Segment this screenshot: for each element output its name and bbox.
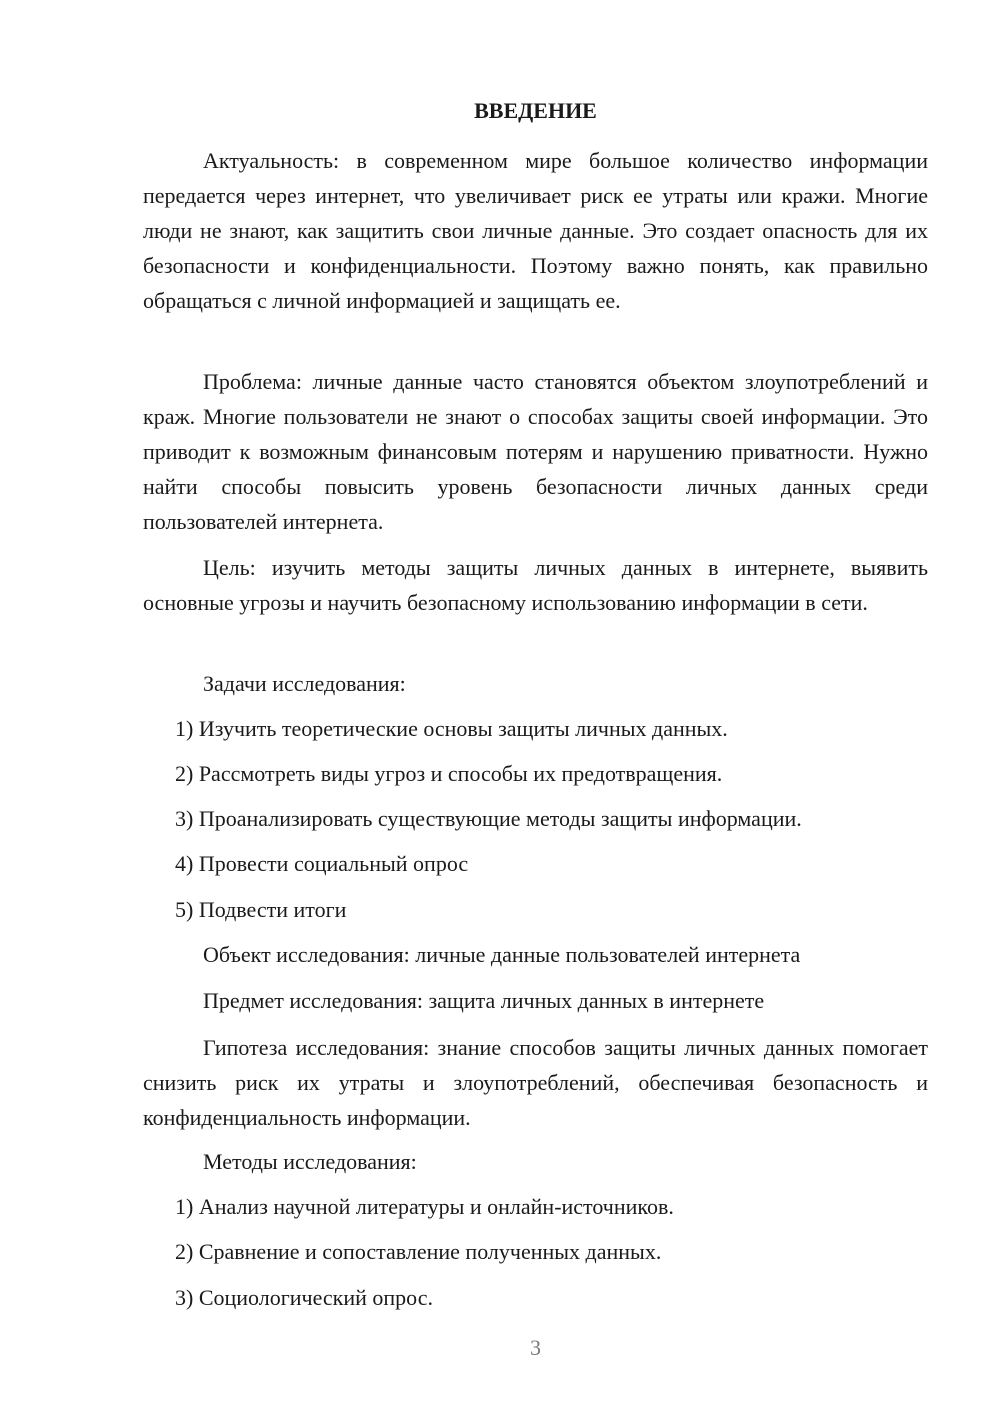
tasks-label: Задачи исследования:	[203, 671, 406, 696]
research-subject: Предмет исследования: защита личных данных в интернете	[203, 988, 765, 1013]
page-title: ВВЕДЕНИЕ	[474, 98, 597, 123]
paragraph-problem: Проблема: личные данные часто становятся объектом злоупотреблений и краж. Многие пользователи не знают о способах защиты своей информации. Это приводит к возможным финансовым потерям и нарушению приватности. Нужно найти способы повысить уровень безопасности личных данных среди пользователей интернета.	[143, 369, 928, 534]
task-item-5: 5) Подвести итоги	[175, 897, 347, 922]
task-item-3: 3) Проанализировать существующие методы защиты информации.	[175, 806, 802, 831]
page-number: 3	[530, 1335, 541, 1360]
method-item-1: 1) Анализ научной литературы и онлайн-источников.	[175, 1194, 674, 1219]
method-item-3: 3) Социологический опрос.	[175, 1285, 433, 1310]
method-item-2: 2) Сравнение и сопоставление полученных данных.	[175, 1239, 662, 1264]
paragraph-goal: Цель: изучить методы защиты личных данных в интернете, выявить основные угрозы и научить безопасному использованию информации в сети.	[143, 555, 928, 615]
task-item-2: 2) Рассмотреть виды угроз и способы их предотвращения.	[175, 761, 723, 786]
paragraph-relevance: Актуальность: в современном мире большое количество информации передается через интернет, что увеличивает риск ее утраты или кражи. Многие люди не знают, как защитить свои личные данные. Это создает опасность для их безопасности и конфиденциальности. Поэтому важно понять, как правильно обращаться с личной информацией и защищать ее.	[143, 148, 928, 313]
task-item-4: 4) Провести социальный опрос	[175, 851, 469, 876]
research-object: Объект исследования: личные данные пользователей интернета	[203, 942, 801, 967]
task-item-1: 1) Изучить теоретические основы защиты личных данных.	[175, 716, 728, 741]
methods-label: Методы исследования:	[203, 1149, 417, 1174]
paragraph-hypothesis: Гипотеза исследования: знание способов защиты личных данных помогает снизить риск их утраты и злоупотреблений, обеспечивая безопасность и конфиденциальность информации.	[143, 1035, 928, 1130]
